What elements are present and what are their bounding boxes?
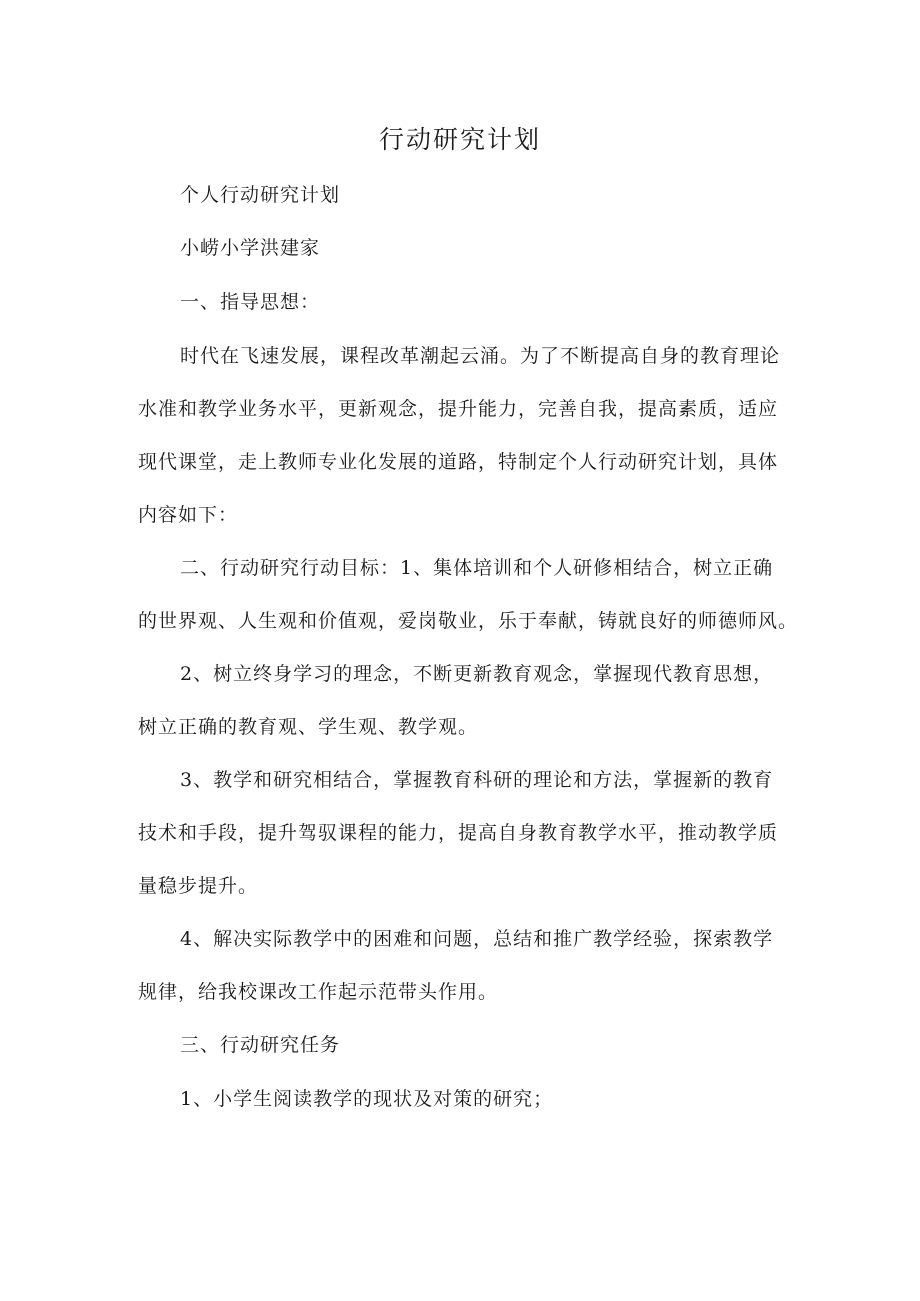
paragraph-line: 技术和手段，提升驾驭课程的能力，提高自身教育教学水平，推动教学质 bbox=[138, 822, 779, 844]
paragraph-line: 水准和教学业务水平，更新观念，提升能力，完善自我，提高素质，适应 bbox=[138, 398, 779, 420]
paragraph-line: 的世界观、人生观和价值观，爱岗敬业，乐于奉献，铸就良好的师德师风。 bbox=[138, 610, 799, 632]
paragraph-line: 二、行动研究行动目标：1、集体培训和个人研修相结合，树立正确 bbox=[180, 557, 774, 579]
section-heading-tasks: 三、行动研究任务 bbox=[180, 1034, 341, 1056]
paragraph-line: 量稳步提升。 bbox=[138, 875, 259, 897]
paragraph-line: 树立正确的教育观、学生观、教学观。 bbox=[138, 716, 479, 738]
paragraph-line: 4、解决实际教学中的困难和问题，总结和推广教学经验，探索教学 bbox=[180, 928, 774, 950]
author-line: 小崂小学洪建家 bbox=[180, 237, 321, 259]
paragraph-line: 现代课堂，走上教师专业化发展的道路，特制定个人行动研究计划，具体 bbox=[138, 451, 779, 473]
paragraph-line: 内容如下： bbox=[138, 504, 239, 526]
paragraph-line: 2、树立终身学习的理念，不断更新教育观念，掌握现代教育思想， bbox=[180, 663, 774, 685]
paragraph-line: 时代在飞速发展，课程改革潮起云涌。为了不断提高自身的教育理论 bbox=[180, 345, 781, 367]
paragraph-line: 3、教学和研究相结合，掌握教育科研的理论和方法，掌握新的教育 bbox=[180, 769, 774, 791]
document-title: 行动研究计划 bbox=[378, 125, 541, 154]
section-heading-guiding-thought: 一、指导思想： bbox=[180, 291, 321, 313]
task-item: 1、小学生阅读教学的现状及对策的研究； bbox=[180, 1088, 554, 1110]
subtitle: 个人行动研究计划 bbox=[180, 184, 341, 206]
paragraph-line: 规律，给我校课改工作起示范带头作用。 bbox=[138, 981, 499, 1003]
